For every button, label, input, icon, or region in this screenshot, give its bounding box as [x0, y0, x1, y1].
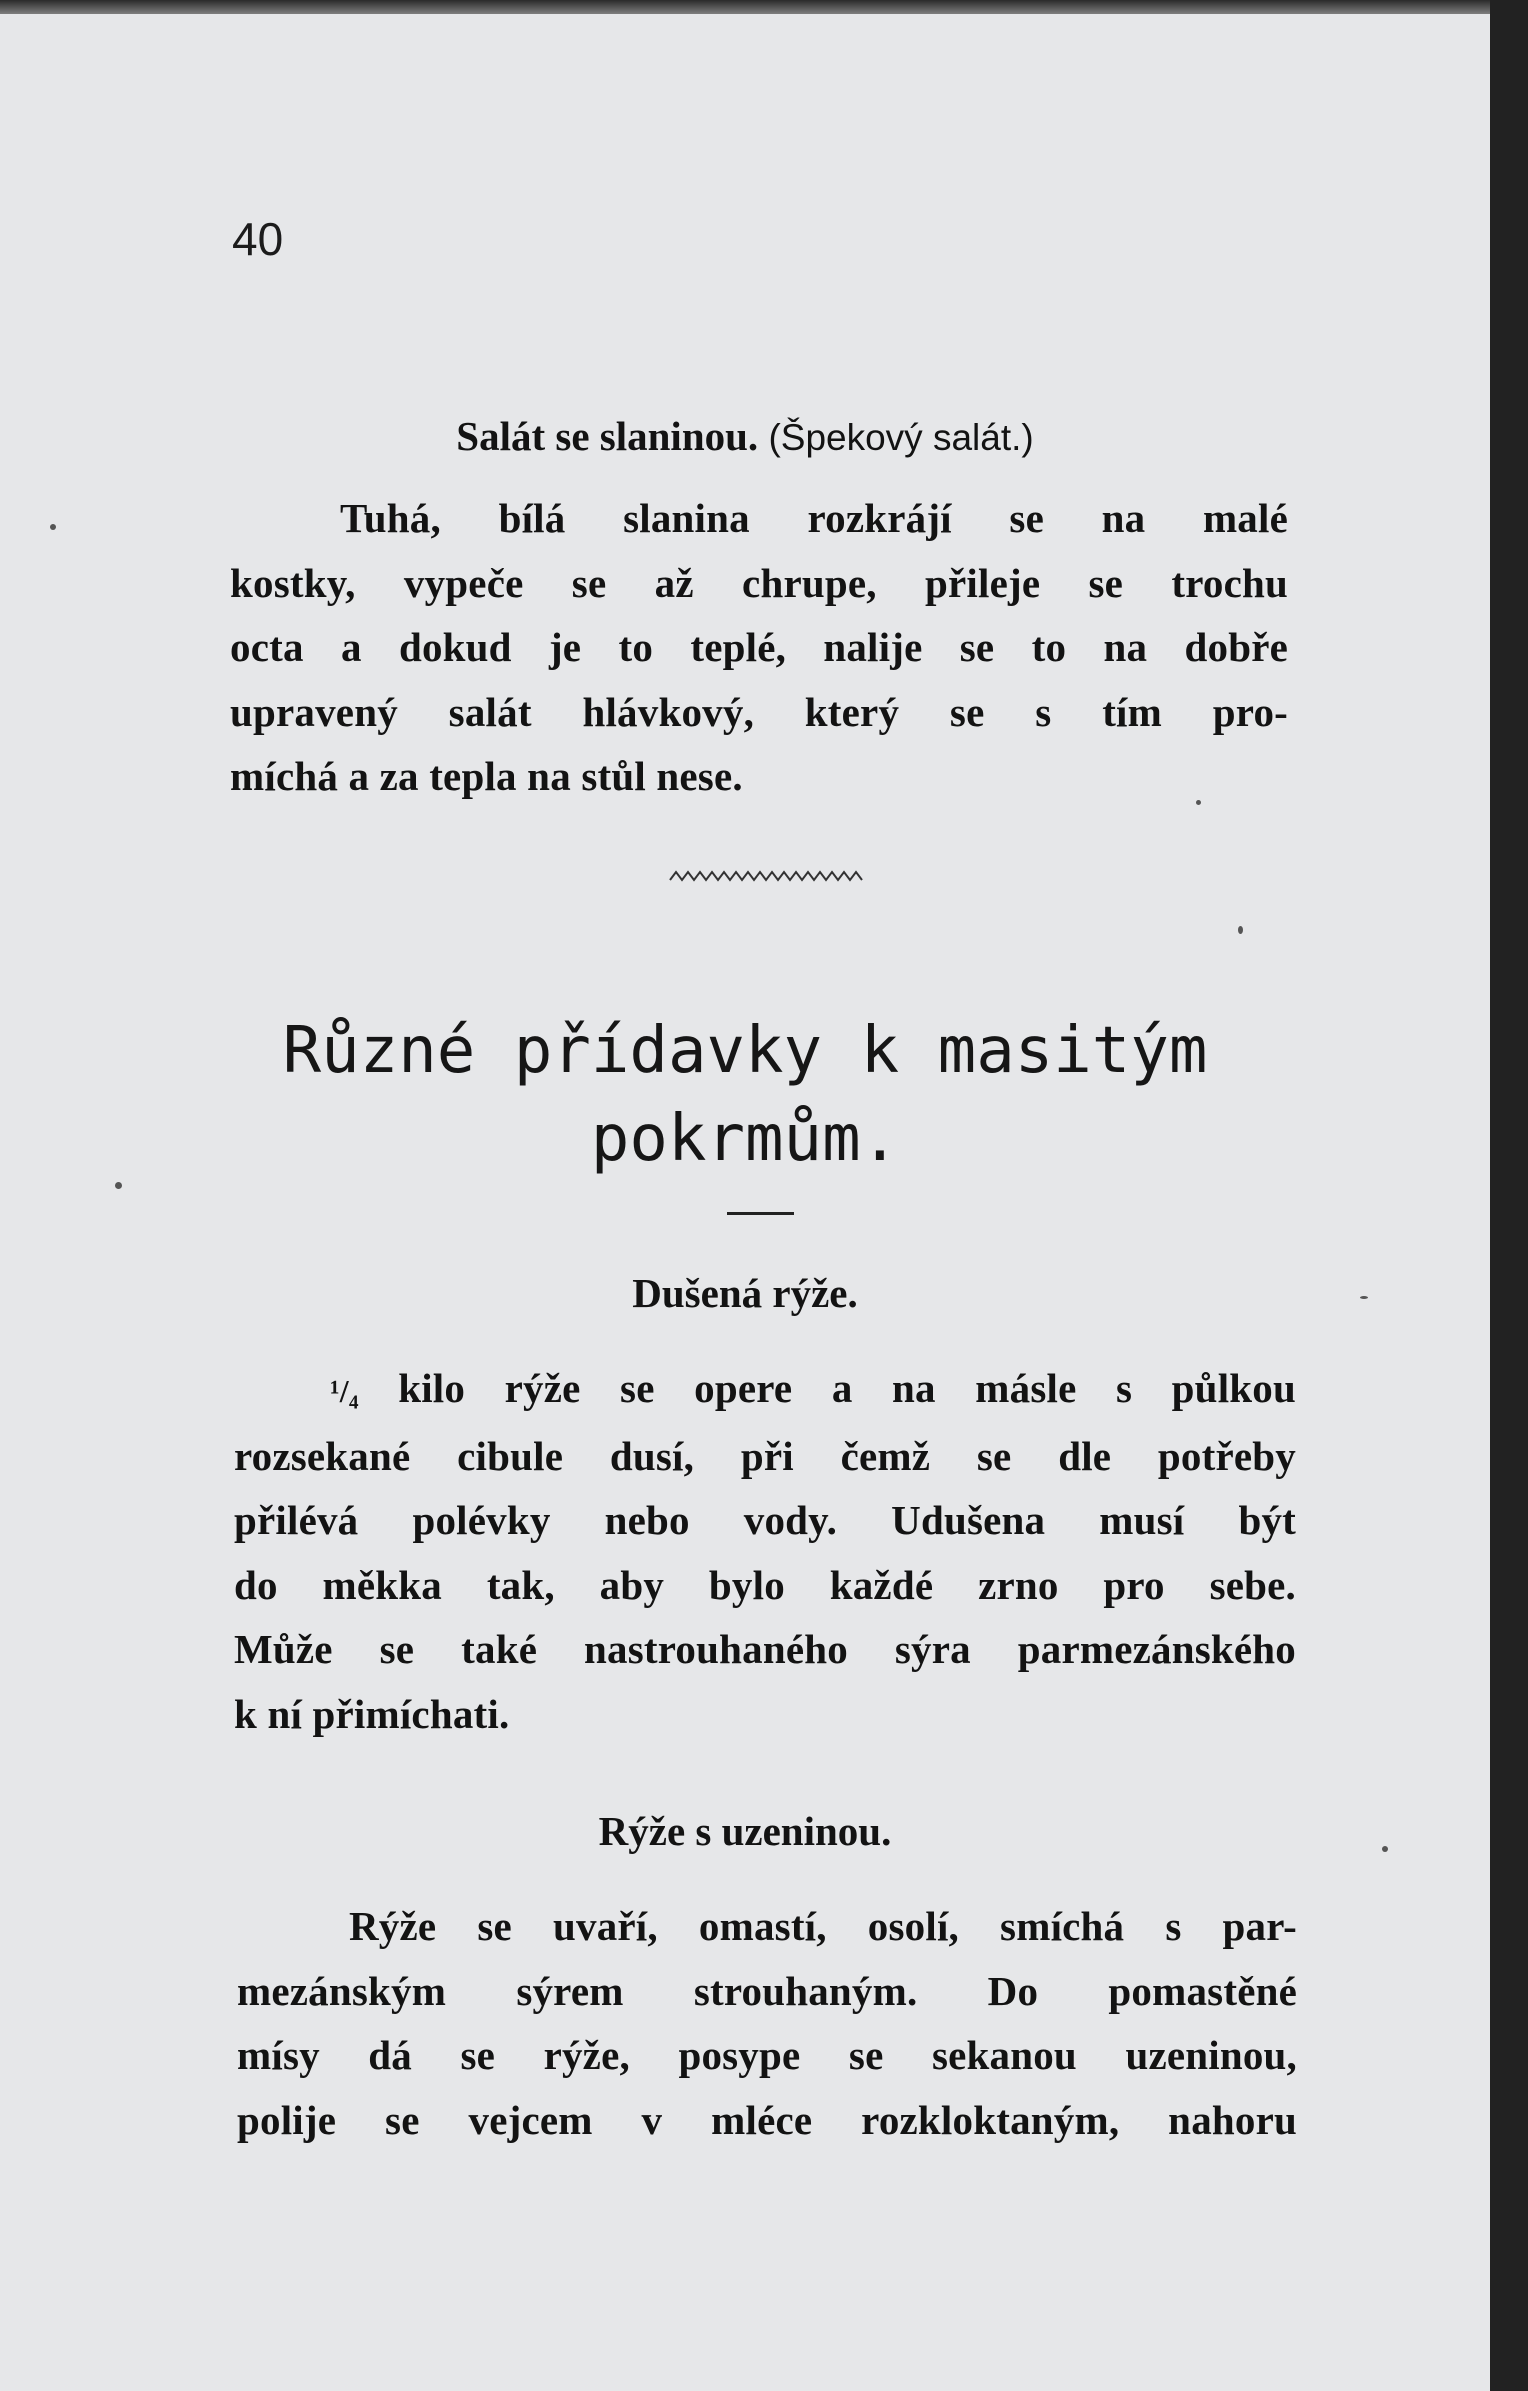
- section-title-line2: pokrmům.: [590, 1102, 900, 1176]
- recipe-body-salat: [230, 486, 1288, 809]
- text-line: mezánským sýrem strouhaným. Do pomastěné: [237, 1967, 1297, 2014]
- section-title-line1: Různé přídavky k masitým: [282, 1014, 1208, 1088]
- text-line: polije se vejcem v mléce rozkloktaným, nahoru: [237, 2096, 1297, 2143]
- text-line-rest: kilo rýže se opere a na másle s půlkou: [398, 1365, 1296, 1411]
- fraction-quarter: ¹/₄: [330, 1373, 359, 1409]
- text-line: do měkka tak, aby bylo každé zrno pro sebe.: [234, 1561, 1296, 1608]
- text-line: kostky, vypeče se až chrupe, přileje se trochu: [230, 559, 1288, 606]
- recipe-title-text: Salát se slaninou.: [456, 413, 759, 459]
- recipe-subtitle: (Špekový salát.): [768, 417, 1034, 458]
- paper-speck: [1360, 1296, 1368, 1299]
- text-line: k ní přimíchati.: [234, 1690, 510, 1737]
- text-line-first: [234, 1356, 1296, 1424]
- recipe-body-ryze-s-uzeninou: [237, 1894, 1297, 2152]
- paper-speck: [1238, 926, 1243, 934]
- section-divider: [727, 1212, 794, 1215]
- recipe-title-dusena-ryze: Dušená rýže.: [632, 1270, 858, 1316]
- page-right-edge: [1490, 0, 1528, 2391]
- text-line: Rýže se uvaří, omastí, osolí, smíchá s par-: [349, 1903, 1297, 1949]
- paper-speck: [1382, 1846, 1388, 1852]
- text-line: Může se také nastrouhaného sýra parmezánského: [234, 1626, 1296, 1672]
- recipe-title-ryze-s-uzeninou: Rýže s uzeninou.: [598, 1808, 892, 1854]
- text-line: míchá a za tepla na stůl nese.: [230, 753, 743, 799]
- text-line: Tuhá, bílá slanina rozkrájí se na malé: [340, 495, 1288, 541]
- book-page: [0, 14, 1490, 2391]
- text-line: mísy dá se rýže, posype se sekanou uzeninou,: [237, 2032, 1297, 2078]
- text-line: rozsekané cibule dusí, při čemž se dle potřeby: [234, 1432, 1296, 1479]
- recipe-body-dusena-ryze: [234, 1356, 1296, 1746]
- text-line: upravený salát hlávkový, který se s tím pro-: [230, 688, 1288, 735]
- text-line: octa a dokud je to teplé, nalije se to na dobře: [230, 624, 1288, 670]
- page-number: 40: [232, 213, 284, 265]
- text-line: přilévá polévky nebo vody. Udušena musí být: [234, 1497, 1296, 1543]
- paper-speck: [115, 1182, 122, 1189]
- wave-ornament: [668, 866, 868, 890]
- paper-speck: [50, 524, 56, 530]
- paper-speck: [1196, 800, 1201, 805]
- recipe-title-salat: [0, 412, 1490, 460]
